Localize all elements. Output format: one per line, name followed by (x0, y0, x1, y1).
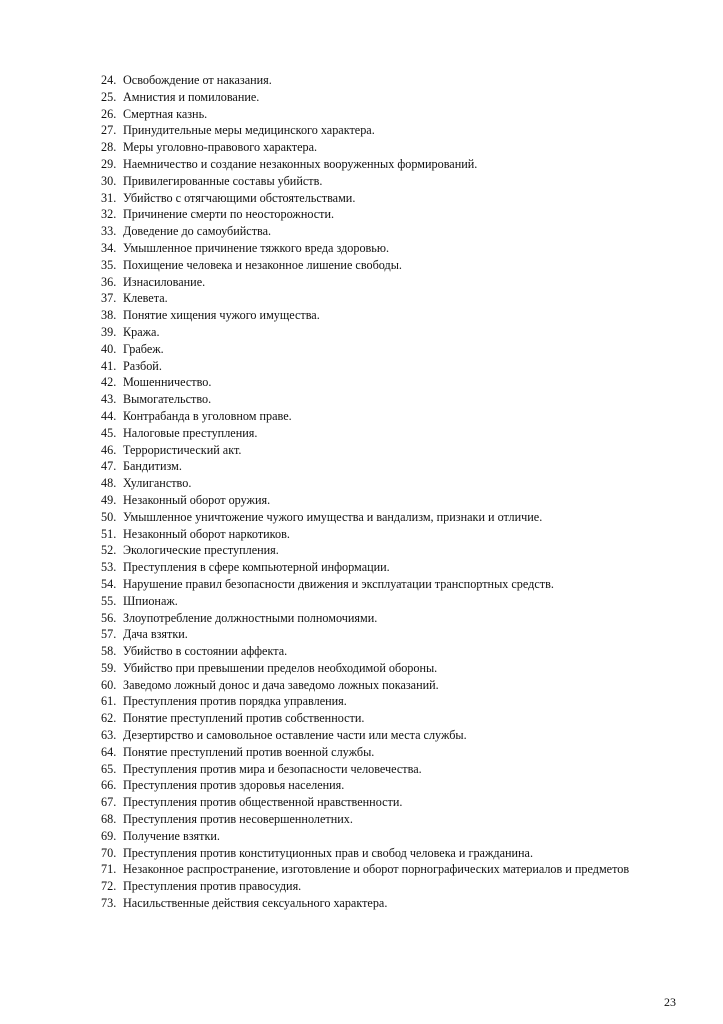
list-item-number: 65. (101, 761, 117, 776)
list-item (101, 324, 675, 341)
list-item-text: Террористический акт. (123, 442, 242, 457)
list-item-text: Амнистия и помилование. (123, 89, 260, 104)
list-item-number: 40. (101, 341, 117, 356)
list-item-number: 28. (101, 140, 117, 155)
list-item (101, 526, 675, 543)
list-item (101, 710, 675, 727)
list-item (101, 811, 675, 828)
list-item-number: 70. (101, 845, 117, 860)
list-item-text: Убийство в состоянии аффекта. (123, 644, 288, 659)
list-item (101, 542, 675, 559)
list-item-text: Преступления против здоровья населения. (123, 778, 345, 793)
page-number: 23 (664, 995, 676, 1009)
list-item-number: 64. (101, 744, 117, 759)
list-item-text: Кража. (123, 324, 160, 339)
numbered-topic-list (101, 72, 675, 912)
list-item (101, 223, 675, 240)
list-item (101, 727, 675, 744)
list-item-number: 31. (101, 190, 117, 205)
list-item-number: 63. (101, 728, 117, 743)
list-item-number: 51. (101, 526, 117, 541)
list-item-text: Налоговые преступления. (123, 425, 258, 440)
list-item-number: 44. (101, 408, 117, 423)
list-item-number: 32. (101, 207, 117, 222)
list-item-text: Мошенничество. (123, 375, 212, 390)
list-item-text: Убийство с отягчающими обстоятельствами. (123, 190, 356, 205)
list-item-number: 47. (101, 459, 117, 474)
list-item-text: Заведомо ложный донос и дача заведомо ложных показаний. (123, 677, 439, 692)
list-item-text: Похищение человека и незаконное лишение свободы. (123, 257, 402, 272)
list-item-text: Бандитизм. (123, 459, 182, 474)
list-item (101, 408, 675, 425)
list-item (101, 358, 675, 375)
list-item-text: Преступления против конституционных прав и свобод человека и гражданина. (123, 845, 534, 860)
list-item-text: Клевета. (123, 291, 168, 306)
list-item-text: Дача взятки. (123, 627, 188, 642)
list-item-number: 41. (101, 358, 117, 373)
list-item (101, 341, 675, 358)
list-item-text: Принудительные меры медицинского характера. (123, 123, 375, 138)
list-item-text: Преступления против порядка управления. (123, 694, 347, 709)
list-item (101, 458, 675, 475)
list-item-text: Незаконный оборот наркотиков. (123, 526, 290, 541)
list-item-number: 61. (101, 694, 117, 709)
list-item (101, 610, 675, 627)
list-item-text: Доведение до самоубийства. (123, 224, 272, 239)
list-item-text: Грабеж. (123, 341, 164, 356)
list-item (101, 693, 675, 710)
list-item (101, 660, 675, 677)
list-item-text: Шпионаж. (123, 593, 178, 608)
list-item (101, 391, 675, 408)
list-item (101, 173, 675, 190)
list-item (101, 72, 675, 89)
list-item (101, 106, 675, 123)
list-item-text: Умышленное уничтожение чужого имущества и вандализм, признаки и отличие. (123, 509, 543, 524)
list-item-number: 46. (101, 442, 117, 457)
list-item (101, 777, 675, 794)
list-item (101, 274, 675, 291)
list-item-number: 66. (101, 778, 117, 793)
list-item-number: 39. (101, 324, 117, 339)
list-item (101, 509, 675, 526)
list-item-number: 53. (101, 560, 117, 575)
list-item-number: 26. (101, 106, 117, 121)
list-item-number: 49. (101, 492, 117, 507)
list-item-number: 59. (101, 660, 117, 675)
list-item-number: 34. (101, 240, 117, 255)
list-item (101, 190, 675, 207)
list-item (101, 374, 675, 391)
list-item-text: Преступления против несовершеннолетних. (123, 812, 353, 827)
list-item-number: 30. (101, 173, 117, 188)
list-item-text: Смертная казнь. (123, 106, 208, 121)
list-item-text: Изнасилование. (123, 274, 206, 289)
list-item-number: 24. (101, 73, 117, 87)
list-item-number: 73. (101, 896, 117, 911)
list-item-number: 54. (101, 576, 117, 591)
list-item-text: Понятие хищения чужого имущества. (123, 308, 320, 323)
list-item-text: Умышленное причинение тяжкого вреда здоровью. (123, 240, 390, 255)
list-item (101, 257, 675, 274)
list-item (101, 290, 675, 307)
list-item (101, 794, 675, 811)
list-item-text: Причинение смерти по неосторожности. (123, 207, 335, 222)
list-item (101, 878, 675, 895)
list-item-number: 42. (101, 375, 117, 390)
list-item (101, 240, 675, 257)
list-item-number: 29. (101, 156, 117, 171)
list-item-number: 25. (101, 89, 117, 104)
list-item (101, 559, 675, 576)
list-item-text: Убийство при превышении пределов необходимой обороны. (123, 660, 438, 675)
list-item-text: Получение взятки. (123, 828, 220, 843)
list-item (101, 206, 675, 223)
list-item-text: Преступления против мира и безопасности человечества. (123, 761, 422, 776)
list-item (101, 307, 675, 324)
list-item (101, 744, 675, 761)
list-item-number: 33. (101, 224, 117, 239)
list-item-number: 72. (101, 879, 117, 894)
list-item-number: 67. (101, 795, 117, 810)
list-item-number: 58. (101, 644, 117, 659)
list-item-text: Вымогательство. (123, 392, 212, 407)
list-item-text: Злоупотребление должностными полномочиями. (123, 610, 378, 625)
list-item-number: 71. (101, 862, 117, 877)
list-item-number: 57. (101, 627, 117, 642)
list-item-number: 48. (101, 476, 117, 491)
list-item-text: Насильственные действия сексуального характера. (123, 896, 388, 911)
list-item (101, 845, 675, 862)
list-item-text: Преступления против общественной нравственности. (123, 795, 403, 810)
list-item-number: 69. (101, 828, 117, 843)
list-item-text: Преступления против правосудия. (123, 879, 302, 894)
list-item-number: 56. (101, 610, 117, 625)
list-item-text: Привилегированные составы убийств. (123, 173, 323, 188)
list-item (101, 492, 675, 509)
list-item-text: Преступления в сфере компьютерной информации. (123, 560, 390, 575)
list-item (101, 626, 675, 643)
list-item-text: Хулиганство. (123, 476, 192, 491)
list-item-number: 37. (101, 291, 117, 306)
list-item-text: Нарушение правил безопасности движения и эксплуатации транспортных средств. (123, 576, 554, 591)
list-item (101, 442, 675, 459)
list-item (101, 576, 675, 593)
list-item (101, 861, 675, 878)
list-item-number: 60. (101, 677, 117, 692)
list-item (101, 828, 675, 845)
list-item-text: Меры уголовно-правового характера. (123, 140, 318, 155)
list-item (101, 593, 675, 610)
list-item (101, 89, 675, 106)
list-item (101, 895, 675, 912)
list-item-number: 52. (101, 543, 117, 558)
list-item-text: Экологические преступления. (123, 543, 279, 558)
list-item (101, 761, 675, 778)
list-item-text: Понятие преступлений против собственности. (123, 711, 365, 726)
list-item (101, 643, 675, 660)
list-item-number: 68. (101, 812, 117, 827)
list-item (101, 122, 675, 139)
list-item-text: Дезертирство и самовольное оставление части или места службы. (123, 728, 467, 743)
list-item-text: Незаконное распространение, изготовление и оборот порнографических материалов и предметов (123, 862, 630, 877)
list-item-text: Разбой. (123, 358, 162, 373)
list-item-number: 43. (101, 392, 117, 407)
list-item-text: Понятие преступлений против военной службы. (123, 744, 375, 759)
list-item (101, 475, 675, 492)
list-item-number: 38. (101, 308, 117, 323)
list-item-number: 45. (101, 425, 117, 440)
list-item (101, 139, 675, 156)
list-item (101, 677, 675, 694)
list-item (101, 156, 675, 173)
list-item-number: 27. (101, 123, 117, 138)
list-item-number: 62. (101, 711, 117, 726)
list-item-number: 36. (101, 274, 117, 289)
list-item-text: Освобождение от наказания. (123, 73, 272, 87)
list-item-number: 50. (101, 509, 117, 524)
list-item-text: Контрабанда в уголовном праве. (123, 408, 292, 423)
list-item-text: Незаконный оборот оружия. (123, 492, 271, 507)
list-item (101, 425, 675, 442)
list-item-text: Наемничество и создание незаконных вооруженных формирований. (123, 156, 478, 171)
list-item-number: 35. (101, 257, 117, 272)
list-item-number: 55. (101, 593, 117, 608)
